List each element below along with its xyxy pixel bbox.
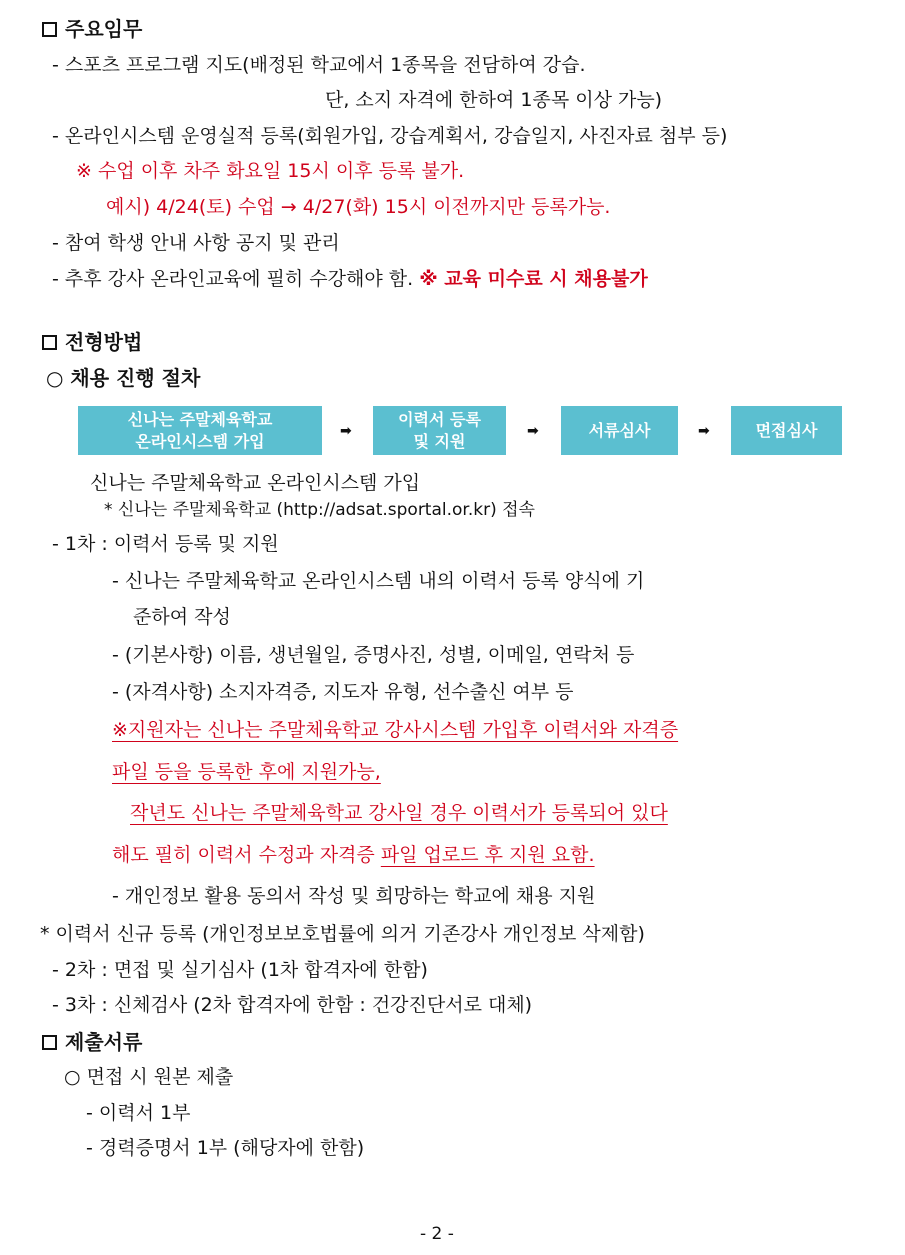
documents-heading: 제출서류 bbox=[42, 1032, 142, 1052]
duty-note-example: 예시) 4/24(토) 수업 → 4/27(화) 15시 이전까지만 등록가능. bbox=[106, 196, 611, 218]
stage-1-sub-2: - (기본사항) 이름, 생년월일, 증명사진, 성별, 이메일, 연락처 등 bbox=[112, 644, 635, 666]
process-title: ○ 채용 진행 절차 bbox=[46, 366, 201, 390]
step-label-line1: 신나는 주말체육학교 bbox=[127, 409, 273, 429]
duty-item-4-warning: ※ 교육 미수료 시 채용불가 bbox=[419, 268, 648, 290]
warning-line-2: 파일 등을 등록한 후에 지원가능, bbox=[112, 761, 381, 783]
step-label-line1: 서류심사 bbox=[588, 420, 651, 440]
checkbox-square-icon bbox=[42, 335, 57, 350]
process-step-interview bbox=[731, 406, 842, 455]
warning-line-1: ※지원자는 신나는 주말체육학교 강사시스템 가입후 이력서와 자격증 bbox=[112, 719, 679, 741]
stage-3: - 3차 : 신체검사 (2차 합격자에 한함 : 건강진단서로 대체) bbox=[52, 994, 533, 1016]
stage-2: - 2차 : 면접 및 실기심사 (1차 합격자에 한함) bbox=[52, 959, 428, 981]
duty-item-4 bbox=[52, 270, 648, 289]
step-label-line1: 이력서 등록 bbox=[398, 409, 481, 429]
resume-note: * 이력서 신규 등록 (개인정보보호법률에 의거 기존강사 개인정보 삭제함) bbox=[40, 923, 645, 945]
arrow-right-icon: ➡ bbox=[340, 423, 352, 439]
stage-1-sub-1-cont: 준하여 작성 bbox=[133, 606, 231, 628]
process-step-resume bbox=[373, 406, 506, 455]
signup-title: 신나는 주말체육학교 온라인시스템 가입 bbox=[90, 472, 421, 494]
signup-note: * 신나는 주말체육학교 (http://adsat.sportal.or.kr) 접속 bbox=[104, 500, 535, 520]
process-step-document-review bbox=[561, 406, 678, 455]
stage-1-sub-3: - (자격사항) 소지자격증, 지도자 유형, 선수출신 여부 등 bbox=[112, 681, 574, 703]
duty-item-1-cont: 단, 소지 자격에 한하여 1종목 이상 가능) bbox=[325, 89, 663, 111]
duty-item-4-text: - 추후 강사 온라인교육에 필히 수강해야 함. bbox=[52, 268, 414, 290]
step-label-line2: 온라인시스템 가입 bbox=[135, 431, 265, 451]
selection-heading: 전형방법 bbox=[42, 332, 142, 352]
checkbox-square-icon bbox=[42, 22, 57, 37]
warning-line-4a: 해도 필히 이력서 수정과 자격증 bbox=[112, 844, 375, 866]
duty-item-2: - 온라인시스템 운영실적 등록(회원가입, 강습계획서, 강습일지, 사진자료 첨부 등) bbox=[52, 125, 728, 147]
warning-line-3: 작년도 신나는 주말체육학교 강사일 경우 이력서가 등록되어 있다 bbox=[130, 802, 668, 824]
document-item: - 경력증명서 1부 (해당자에 한함) bbox=[86, 1137, 365, 1159]
arrow-right-icon: ➡ bbox=[527, 423, 539, 439]
page-number: - 2 - bbox=[420, 1224, 454, 1244]
duty-note-deadline: ※ 수업 이후 차주 화요일 15시 이후 등록 불가. bbox=[76, 160, 465, 182]
duty-item-1: - 스포츠 프로그램 지도(배정된 학교에서 1종목을 전담하여 강습. bbox=[52, 54, 586, 76]
stage-1: - 1차 : 이력서 등록 및 지원 bbox=[52, 533, 279, 555]
process-step-signup bbox=[78, 406, 322, 455]
document-item: - 이력서 1부 bbox=[86, 1102, 191, 1124]
warning-line-4b: 파일 업로드 후 지원 요함. bbox=[380, 844, 595, 866]
duties-heading: 주요임무 bbox=[42, 19, 142, 39]
warning-line-4 bbox=[112, 846, 595, 865]
stage-1-sub-4: - 개인정보 활용 동의서 작성 및 희망하는 학교에 채용 지원 bbox=[112, 885, 596, 907]
arrow-right-icon: ➡ bbox=[698, 423, 710, 439]
documents-sub-heading: ○ 면접 시 원본 제출 bbox=[64, 1066, 234, 1088]
duty-item-3: - 참여 학생 안내 사항 공지 및 관리 bbox=[52, 232, 340, 254]
step-label-line1: 면접심사 bbox=[755, 420, 818, 440]
step-label-line2: 및 지원 bbox=[413, 431, 466, 451]
stage-1-sub-1: - 신나는 주말체육학교 온라인시스템 내의 이력서 등록 양식에 기 bbox=[112, 570, 645, 592]
checkbox-square-icon bbox=[42, 1035, 57, 1050]
